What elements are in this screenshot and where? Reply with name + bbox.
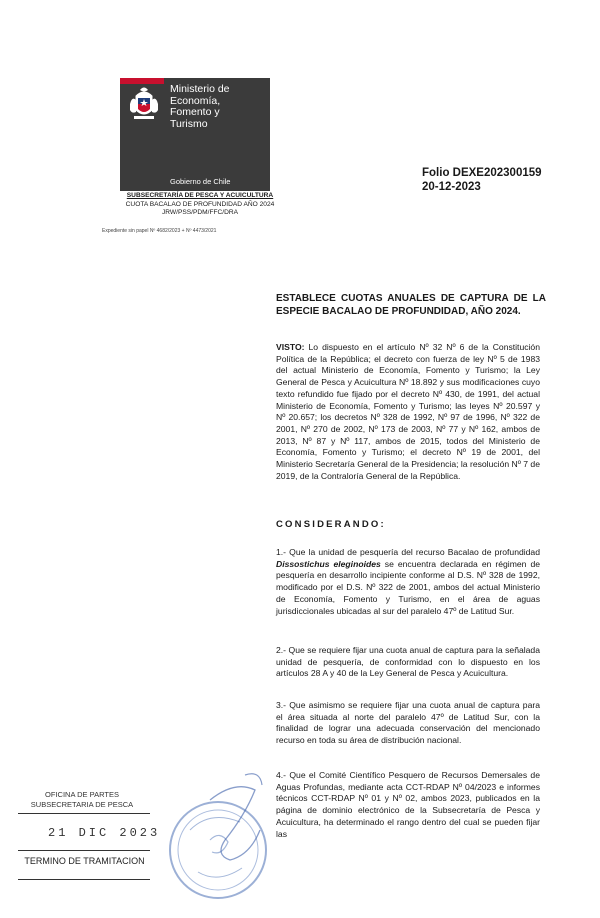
folio-number: Folio DEXE202300159 [422,167,542,179]
paragraph-text: se encuentra declarada en régimen de pesquería en desarrollo incipiente conforme al D.S. Nº 328 de 1992, modificado por el D.S. Nº 322 de 2001, ambos del actual Ministerio de Economía, Fomento y Turismo, en el área de aguas jurisdiccionales ubicadas al sur del paralelo 47º de Latitud Sur. [276,558,540,616]
ministry-name [170,84,266,130]
expediente-line: Expediente sin papel Nº 4682/2023 + Nº 4473/2021 [102,228,217,234]
coat-of-arms-icon [126,84,162,124]
stamp-tramitacion-label: TERMINO DE TRAMITACION [24,856,145,866]
stamp-date: 21 DIC 2023 [48,826,161,840]
document-date: 20-12-2023 [422,181,481,193]
considerando-paragraph-2: 2.- Que se requiere fijar una cuota anual de captura para la señalada unidad de pesquería, de conformidad con lo dispuesto en los artículos 28 A y 40 de la Ley General de Pesca y Acuicultura. [276,645,540,679]
ministry-line: Turismo [170,117,208,130]
ministry-line: Fomento y [170,106,220,118]
ministry-line: Ministerio de [170,83,230,95]
considerando-heading: CONSIDERANDO: [276,519,386,530]
stamp-subsecretaria-label: SUBSECRETARIA DE PESCA [30,800,134,809]
stamp-rule [18,813,150,814]
considerando-paragraph-1 [276,547,540,617]
stamp-office-label: OFICINA DE PARTES [45,790,119,799]
official-seal-icon [150,760,300,910]
subsecretaria-heading: SUBSECRETARÍA DE PESCA Y ACUICULTURA [126,192,274,199]
paragraph-text: 1.- Que la unidad de pesquería del recurso Bacalao de profundidad [276,547,540,557]
gobierno-label: Gobierno de Chile [170,177,231,186]
ministry-line: Economía, [170,94,221,107]
ministry-logo [120,78,270,191]
considerando-paragraph-4: 4.- Que el Comité Científico Pesquero de Recursos Demersales de Aguas Profundas, mediante acta CCT-RDAP Nº 04/2023 e informes técnicos CCT-RDAP Nº 01 y Nº 02, ambos 2023, publicados en la página de dominio electrónico de la Subsecretaría de Pesca y Acuicultura, ha determinado el rango dentro del cual se pueden fijar las [276,770,540,839]
species-name: Dissostichus eleginoides [276,558,381,569]
visto-paragraph [276,342,540,482]
considerando-paragraph-3: 3.- Que asimismo se requiere fijar una cuota anual de captura para el área situada al norte del paralelo 47º de Latitud Sur, con la finalidad de lograr una adecuada conservación del mencionado recurso en toda su área de distribución nacional. [276,700,540,746]
stamp-rule [18,850,150,851]
initials-line: JRW/PSS/PDM/FFC/DRA [161,209,239,216]
visto-text: Lo dispuesto en el artículo Nº 32 Nº 6 de la Constitución Política de la República; el decreto con fuerza de ley Nº 5 de 1983 del actual Ministerio de Economía, Fomento y Turismo; la Ley General de Pesca y Acuicultura Nº 18.892 y sus modificaciones cuyo texto refundido fue fijado por el decreto Nº 430, de 1991, del actual Ministerio de Economía, Fomento y Turismo; las leyes Nº 20.597 y Nº 20.657; los decretos Nº 328 de 1992, Nº 97 de 1996, Nº 322 de 2001, Nº 270 de 2002, Nº 173 de 2003, Nº 77 y Nº 162, ambos de 2013, Nº 87 y Nº 117, ambos de 2015, todos del Ministerio de Economía, Fomento y Turismo; el decreto Nº 19 de 2001, del Ministerio Secretaría General de la Presidencia; la resolución Nº 7 de 2019, de la Contraloría General de la República. [276,342,540,481]
stamp-rule [18,879,150,880]
visto-label: VISTO: [276,342,305,352]
document-title: ESTABLECE CUOTAS ANUALES DE CAPTURA DE LA ESPECIE BACALAO DE PROFUNDIDAD, AÑO 2024. [276,293,546,317]
subject-line: CUOTA BACALAO DE PROFUNDIDAD AÑO 2024 [125,201,275,208]
